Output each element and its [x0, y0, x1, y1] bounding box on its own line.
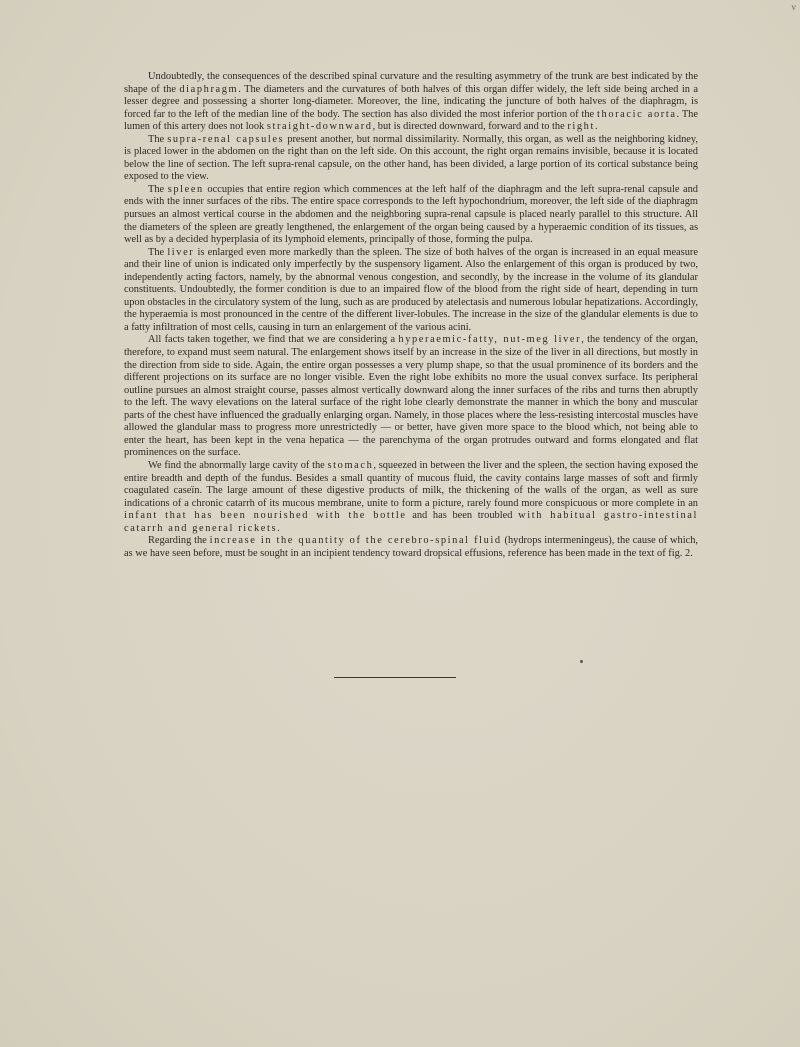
- spaced-emphasis-text: hyperaemic-fatty, nut-meg liver: [398, 334, 582, 346]
- text-run: Regarding the: [148, 535, 210, 547]
- ink-speck: [580, 660, 583, 663]
- paragraph: [124, 334, 698, 459]
- text-run: All facts taken together, we find that we are considering a: [148, 334, 399, 346]
- spaced-emphasis-text: spleen: [167, 183, 204, 195]
- text-run: is enlarged even more markedly than the spleen. The size of both halves of the organ is increased in an equal measure and their line of union is indicated only imperfectly by the suspensory ligament. Also the enlargement of this organ is produced by two, independently acting factors, namely, by the abnormal venous congestion, and secondly, by the increase in the volume of its glandular constituents. Undoubtedly, the former condition is due to an impaired flow of the blood from the right side of heart, depending in turn upon obstacles in the circulatory system of the lung, such as are produced by atelectasis and numerous lobular hepatizations. Accordingly, the hyperaemia is most pronounced in the centre of the different liver-lobules. The increase in the size of the glandular elements is due to a fatty infiltration of most cells, causing in turn an enlargement of the various acini.: [124, 246, 698, 333]
- spaced-emphasis-text: stomach: [327, 459, 374, 471]
- text-run: We find the abnormally large cavity of the: [148, 459, 328, 471]
- text-run: , the tendency of the organ, therefore, to expand must seem natural. The enlargement shows itself by an increase in the size of the liver in all directions, but mostly in the direction from side to side. Again, the entire organ possesses a very plump shape, so that the usual prominence of its borders and the different projections on its surface are no longer visible. Even the right lobe exhibits no more the usual convex surface. Its peripheral outline pursues an almost straight course, passes almost vertically downward along the inner surfaces of the ribs and turns then abruptly to the left. The wavy elevations on the lateral surface of the right lobe clearly demonstrate the manner in which the bony and muscular parts of the chest have influenced the gradually enlarging organ. Namely, in those places where the less-resisting intercostal muscles have allowed the glandular mass to progress more unrestrictedly — or better, have given more space to the blood which, not being able to enter the heart, has been kept in the vena hepatica — the parenchyma of the organ protrudes outward and forms elongated and flat prominences on the surface.: [124, 334, 699, 459]
- corner-mark: v: [791, 2, 796, 12]
- paragraph: [124, 134, 698, 184]
- spaced-emphasis-text: supra-renal capsules: [167, 133, 285, 145]
- paragraph: [124, 71, 698, 134]
- spaced-emphasis-text: right: [567, 121, 595, 133]
- spaced-emphasis-text: liver: [167, 246, 195, 258]
- spaced-emphasis-text: increase in the quantity of the cerebro-spinal fluid: [209, 535, 502, 547]
- text-run: (hydrops intermeningeus), the cause of which, as we have seen before, must be sought in an incipient tendency toward dropsical effusions, reference has been made in the text of fig. 2.: [124, 535, 699, 559]
- text-run: .: [594, 121, 598, 133]
- spaced-emphasis-text: thoracic aorta: [597, 108, 677, 120]
- paragraph: [124, 184, 698, 247]
- text-run: . The diameters and the curvatures of both halves of this organ differ widely, the left side being arched in a lesser degree and possessing a shorter long-diameter. Moreover, the line, indicating the juncture of both halves of the diaphragm, is forced far to the left of the median line of the body. The section has also divided the most inferior portion of the: [124, 83, 698, 120]
- text-run: The: [148, 133, 168, 145]
- text-run: occupies that entire region which commences at the left half of the diaphragm and the left supra-renal capsule and ends with the inner surfaces of the ribs. The entire space corresponds to the left hypochondrium, moreover, the left side of the diaphragm pursues an almost vertical course in the abdomen and the neighboring supra-renal capsule is placed nearly parallel to this structure. All the diameters of the spleen are greatly lengthened, the enlargement of the organ being caused by a hyperaemic condition of its tissues, as well as by a decided hyperplasia of its lymphoid elements, principally of those, forming the pulpa.: [124, 183, 698, 246]
- text-run: The: [148, 183, 168, 195]
- spaced-emphasis-text: infant that has been nourished with the bottle: [124, 510, 407, 522]
- text-run: and has been troubled: [406, 510, 519, 522]
- text-run: Undoubtedly, the consequences of the described spinal curvature and the resulting asymmetry of the trunk are best indicated by the shape of the: [124, 71, 698, 95]
- text-run: , but is directed downward, forward and to the: [372, 121, 568, 133]
- spaced-emphasis-text: straight-downward: [266, 121, 373, 133]
- text-run: , squeezed in between the liver and the spleen, the section having exposed the entire breadth and depth of the fundus. Besides a small quantity of mucous fluid, the cavity contains large masses of soft and firmly coagulated caseïn. The large amount of these digestive products of milk, the thickening of the walls of the organ, as well as sure indications of a chronic catarrh of its mucous membrane, unite to form a picture, rarely found more conspicuous or more complete in an: [124, 459, 698, 509]
- section-divider-rule: [334, 677, 456, 678]
- body-text: [124, 71, 698, 560]
- text-run: . The lumen of this artery does not look: [124, 108, 698, 133]
- spaced-emphasis-text: with habitual gastro-intestinal catarrh and general rickets: [124, 510, 699, 534]
- paragraph: [124, 460, 698, 535]
- text-run: present another, but normal dissimilarity. Normally, this organ, as well as the neighboring kidney, is placed lower in the abdomen on the right than on the left side. On this account, the right organ remains invisible, because it is located below the line of section. The left supra-renal capsule, on the other hand, has been divided, a large portion of its cortical substance being exposed to the view.: [124, 133, 698, 183]
- text-run: The: [148, 246, 168, 258]
- spaced-emphasis-text: diaphragm: [179, 83, 239, 95]
- paragraph: [124, 535, 698, 560]
- text-run: .: [277, 522, 280, 534]
- paragraph: [124, 247, 698, 335]
